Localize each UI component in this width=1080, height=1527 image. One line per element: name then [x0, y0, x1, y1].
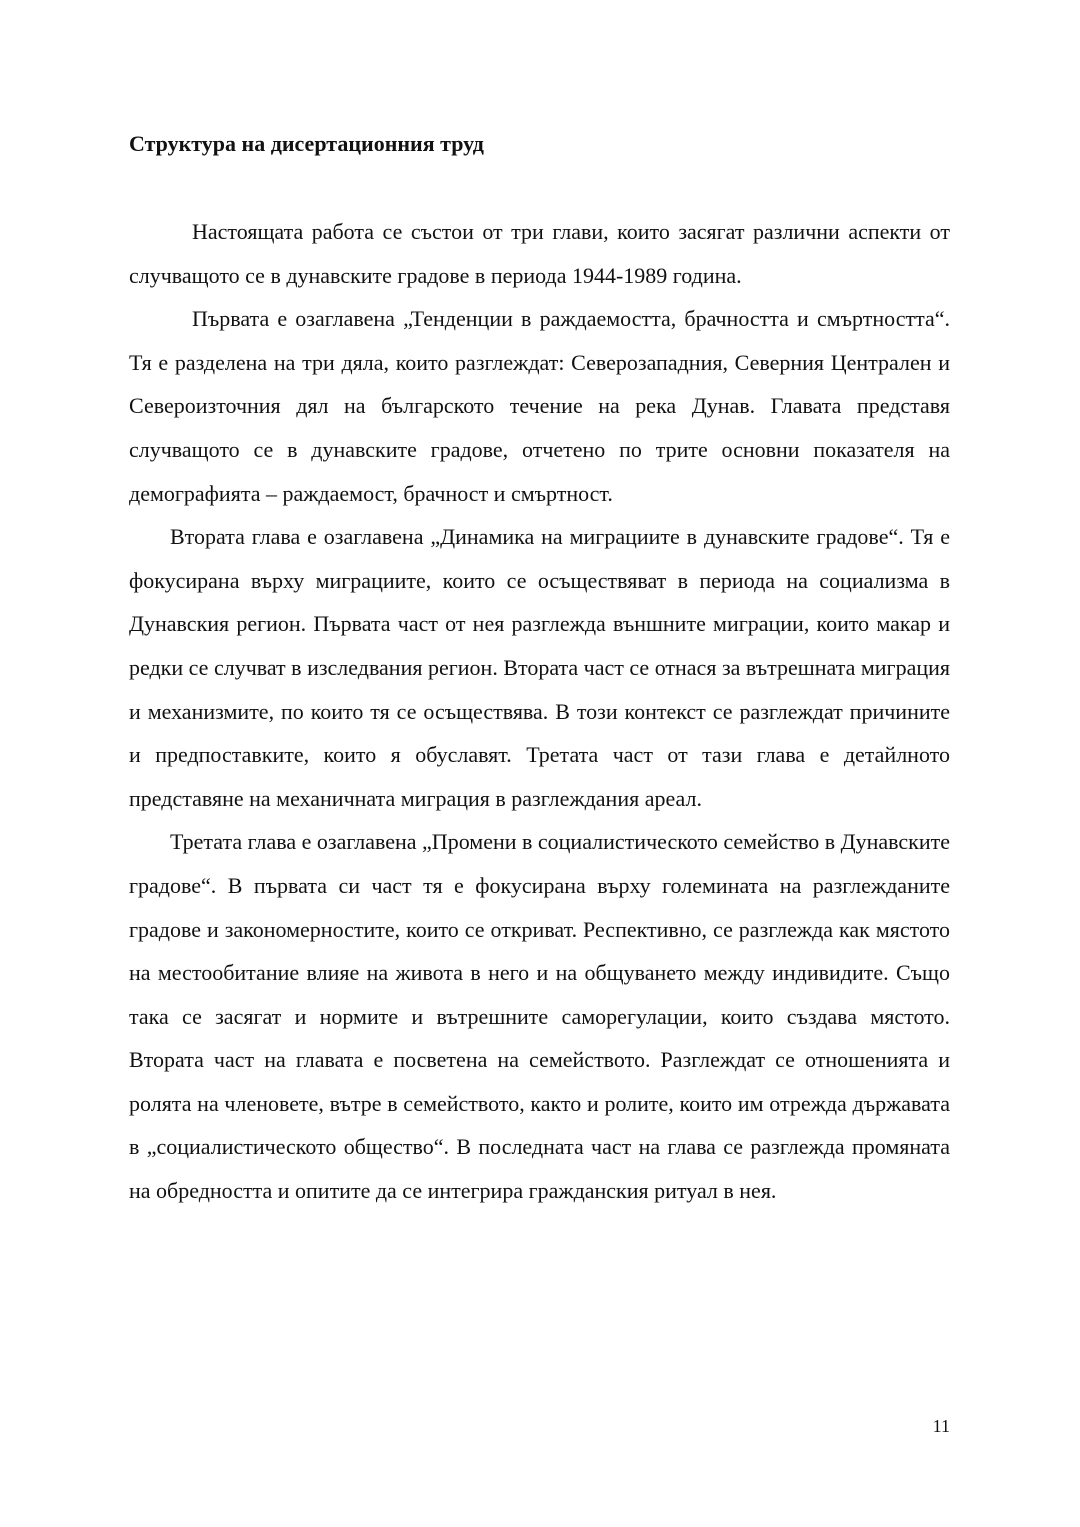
page-number: 11 [932, 1416, 950, 1436]
paragraph-intro: Настоящата работа се състои от три глави, които засягат различни аспекти от случващото се в дунавските градове в периода 1944-1989 година. [129, 219, 950, 288]
section-heading: Структура на дисертационния труд [129, 131, 484, 156]
paragraph-chapter-two: Втората глава е озаглавена „Динамика на миграциите в дунавските градове“. Тя е фокусирана върху миграциите, които се осъществяват в периода на социализма в Дунавския регион. Първата част от нея разглежда външните миграции, които макар и редки се случват в изследвания регион. Втората част се отнася за вътрешната миграция и механизмите, по които тя се осъществява. В този контекст се разглеждат причините и предпоставките, които я обуславят. Третата част от тази глава е детайлното представяне на механичната миграция в разглеждания ареал. [129, 524, 950, 811]
paragraph-chapter-three: Третата глава е озаглавена „Промени в социалистическото семейство в Дунавските градове“. В първата си част тя е фокусирана върху големината на разглежданите градове и закономерностите, които се откриват. Респективно, се разглежда как мястото на местообитание влияе на живота в него и на общуването между индивидите. Също така се засягат и нормите и вътрешните саморегулации, които създава мястото. Втората част на главата е посветена на семейството. Разглеждат се отношенията и ролята на членовете, вътре в семейството, както и ролите, които им отрежда държавата в „социалистическото общество“. В последната част на глава се разглежда промяната на обредността и опитите да се интегрира гражданския ритуал в нея. [129, 829, 950, 1204]
paragraph-chapter-one: Първата е озаглавена „Тенденции в раждаемостта, брачността и смъртността“. Тя е разделена на три дяла, които разглеждат: Северозападния, Северния Централен и Североизточния дял на българското течение на река Дунав. Главата представя случващото се в дунавските градове, отчетено по трите основни показателя на демографията – раждаемост, брачност и смъртност. [129, 306, 950, 506]
body-text [129, 210, 950, 1213]
